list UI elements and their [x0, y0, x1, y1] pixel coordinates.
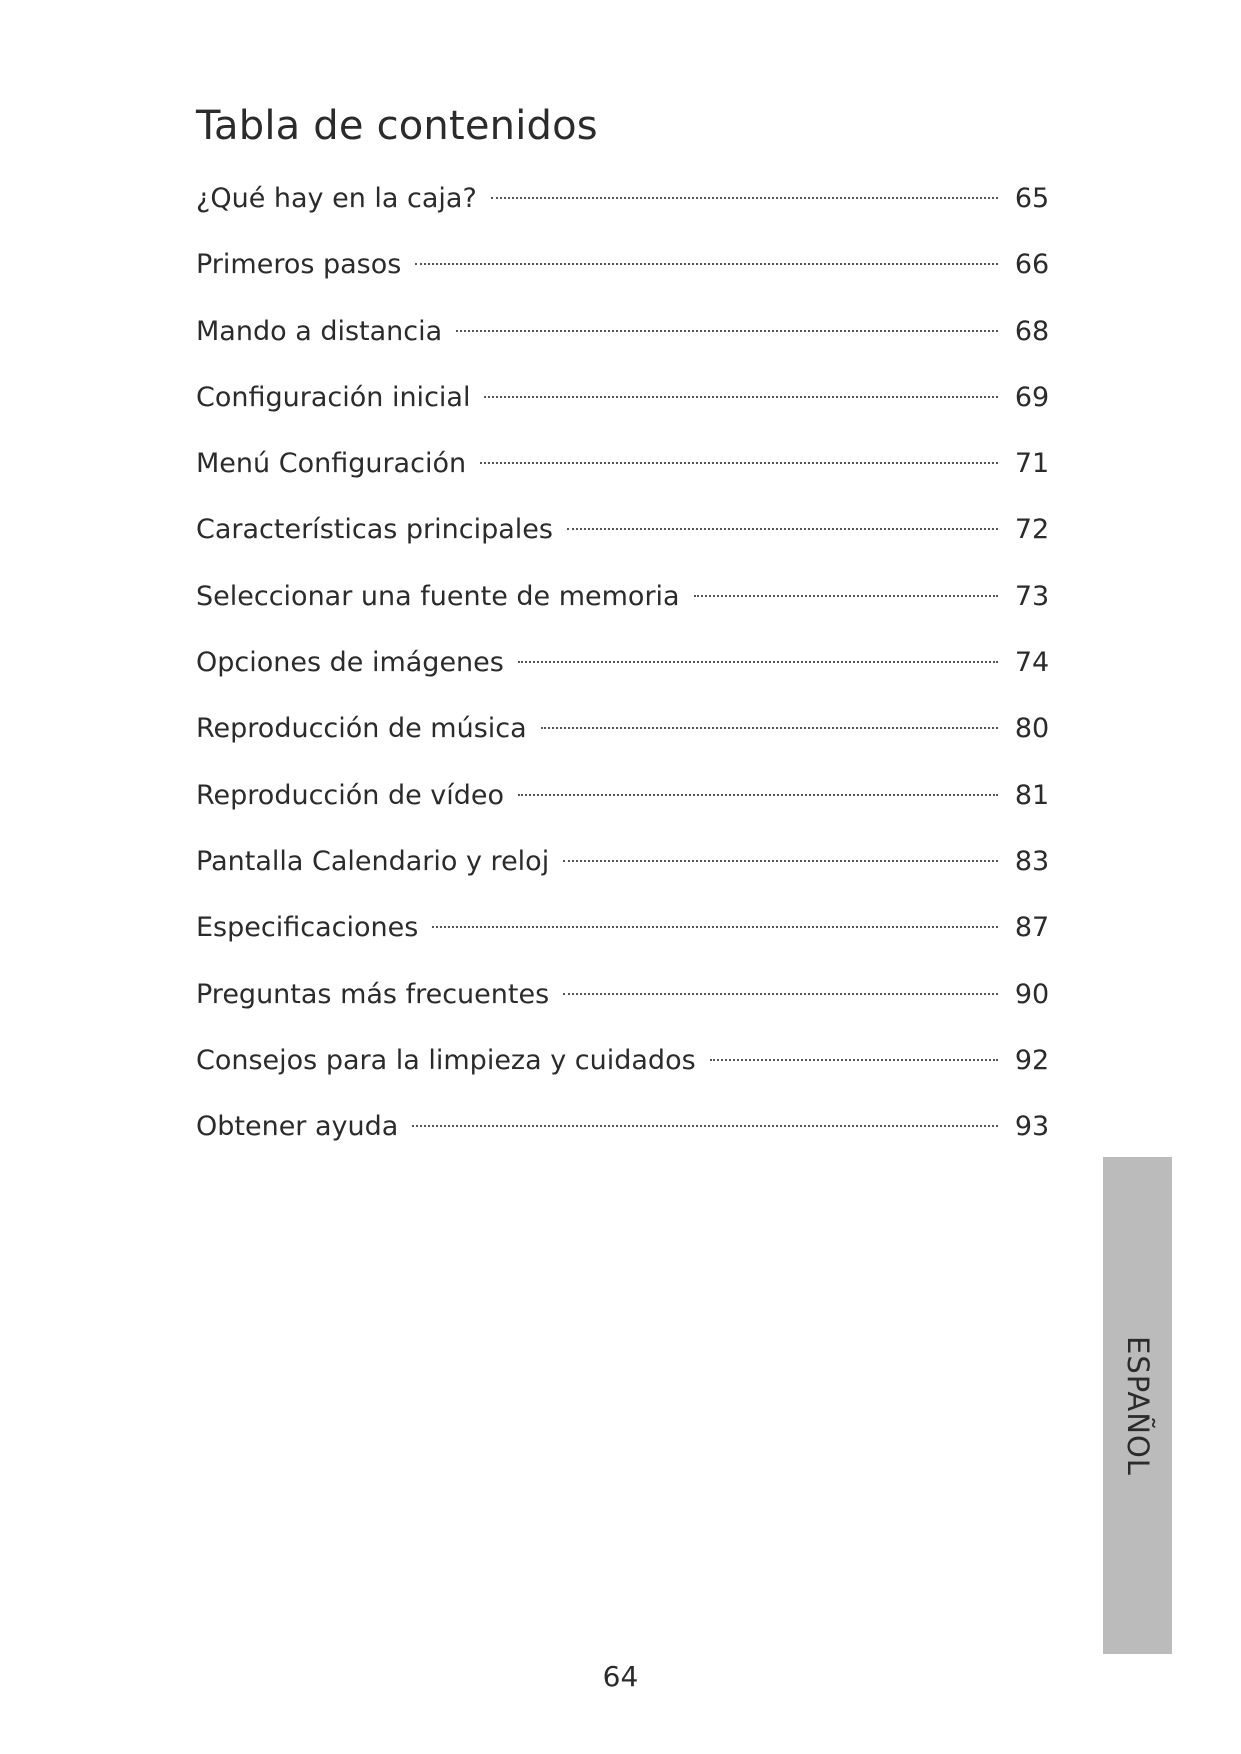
toc-entry[interactable] [196, 705, 1052, 771]
toc-entry-label: Pantalla Calendario y reloj [196, 845, 550, 877]
language-tab-label: ESPAÑOL [1120, 1335, 1155, 1476]
dot-leader [518, 794, 998, 796]
toc-entry-label: Reproducción de música [196, 713, 527, 745]
dot-leader [563, 993, 998, 995]
dot-leader [432, 926, 998, 928]
toc-entry-label: Primeros pasos [196, 249, 402, 281]
toc-entry-page: 74 [1014, 647, 1050, 679]
toc-entry-label: Consejos para la limpieza y cuidados [196, 1044, 696, 1076]
toc-entry-label: Reproducción de vídeo [196, 779, 505, 811]
dot-leader [563, 860, 998, 862]
toc-entry-page: 73 [1014, 580, 1050, 612]
toc-entry[interactable] [196, 241, 1052, 307]
dot-leader [518, 661, 998, 663]
toc-entry-page: 65 [1014, 183, 1050, 214]
toc-entry-label: Menú Configuración [196, 448, 467, 480]
dot-leader [456, 330, 998, 332]
toc-entry-page: 87 [1014, 912, 1050, 944]
toc-entry[interactable] [196, 1103, 1052, 1169]
toc-entry-label: Obtener ayuda [196, 1111, 399, 1143]
toc-entry-label: ¿Qué hay en la caja? [196, 183, 477, 214]
toc-entry-page: 81 [1014, 779, 1050, 811]
toc-entry-page: 93 [1014, 1111, 1050, 1143]
toc-entry-page: 83 [1014, 845, 1050, 877]
toc-entry-page: 72 [1014, 514, 1050, 546]
page-title: Tabla de contenidos [196, 103, 598, 149]
toc-entry-label: Mando a distancia [196, 315, 443, 347]
toc-entry[interactable] [196, 904, 1052, 970]
dot-leader [567, 528, 998, 530]
toc-list [196, 175, 1052, 1169]
toc-entry[interactable] [196, 308, 1052, 374]
dot-leader [710, 1059, 998, 1061]
page-number: 64 [602, 1660, 639, 1693]
toc-entry[interactable] [196, 772, 1052, 838]
toc-entry[interactable] [196, 374, 1052, 440]
toc-entry[interactable] [196, 1037, 1052, 1103]
toc-entry-label: Configuración inicial [196, 381, 471, 413]
dot-leader [491, 197, 998, 199]
dot-leader [484, 396, 998, 398]
toc-entry[interactable] [196, 639, 1052, 705]
toc-entry-page: 90 [1014, 978, 1050, 1010]
dot-leader [412, 1125, 998, 1127]
toc-entry-label: Especificaciones [196, 912, 419, 944]
toc-entry-label: Seleccionar una fuente de memoria [196, 580, 680, 612]
dot-leader [415, 263, 998, 265]
toc-entry-label: Preguntas más frecuentes [196, 978, 550, 1010]
toc-entry[interactable] [196, 506, 1052, 572]
toc-entry[interactable] [196, 971, 1052, 1037]
toc-entry-page: 69 [1014, 381, 1050, 413]
toc-entry-page: 71 [1014, 448, 1050, 480]
toc-entry-label: Opciones de imágenes [196, 647, 504, 679]
toc-entry[interactable] [196, 440, 1052, 506]
toc-entry-page: 80 [1014, 713, 1050, 745]
dot-leader [480, 462, 998, 464]
toc-entry[interactable] [196, 175, 1052, 241]
dot-leader [694, 595, 998, 597]
toc-entry-page: 92 [1014, 1044, 1050, 1076]
language-tab [1103, 1157, 1172, 1654]
toc-entry[interactable] [196, 573, 1052, 639]
toc-entry-page: 66 [1014, 249, 1050, 281]
toc-entry-page: 68 [1014, 315, 1050, 347]
toc-entry-label: Características principales [196, 514, 553, 546]
dot-leader [541, 727, 998, 729]
toc-entry[interactable] [196, 838, 1052, 904]
